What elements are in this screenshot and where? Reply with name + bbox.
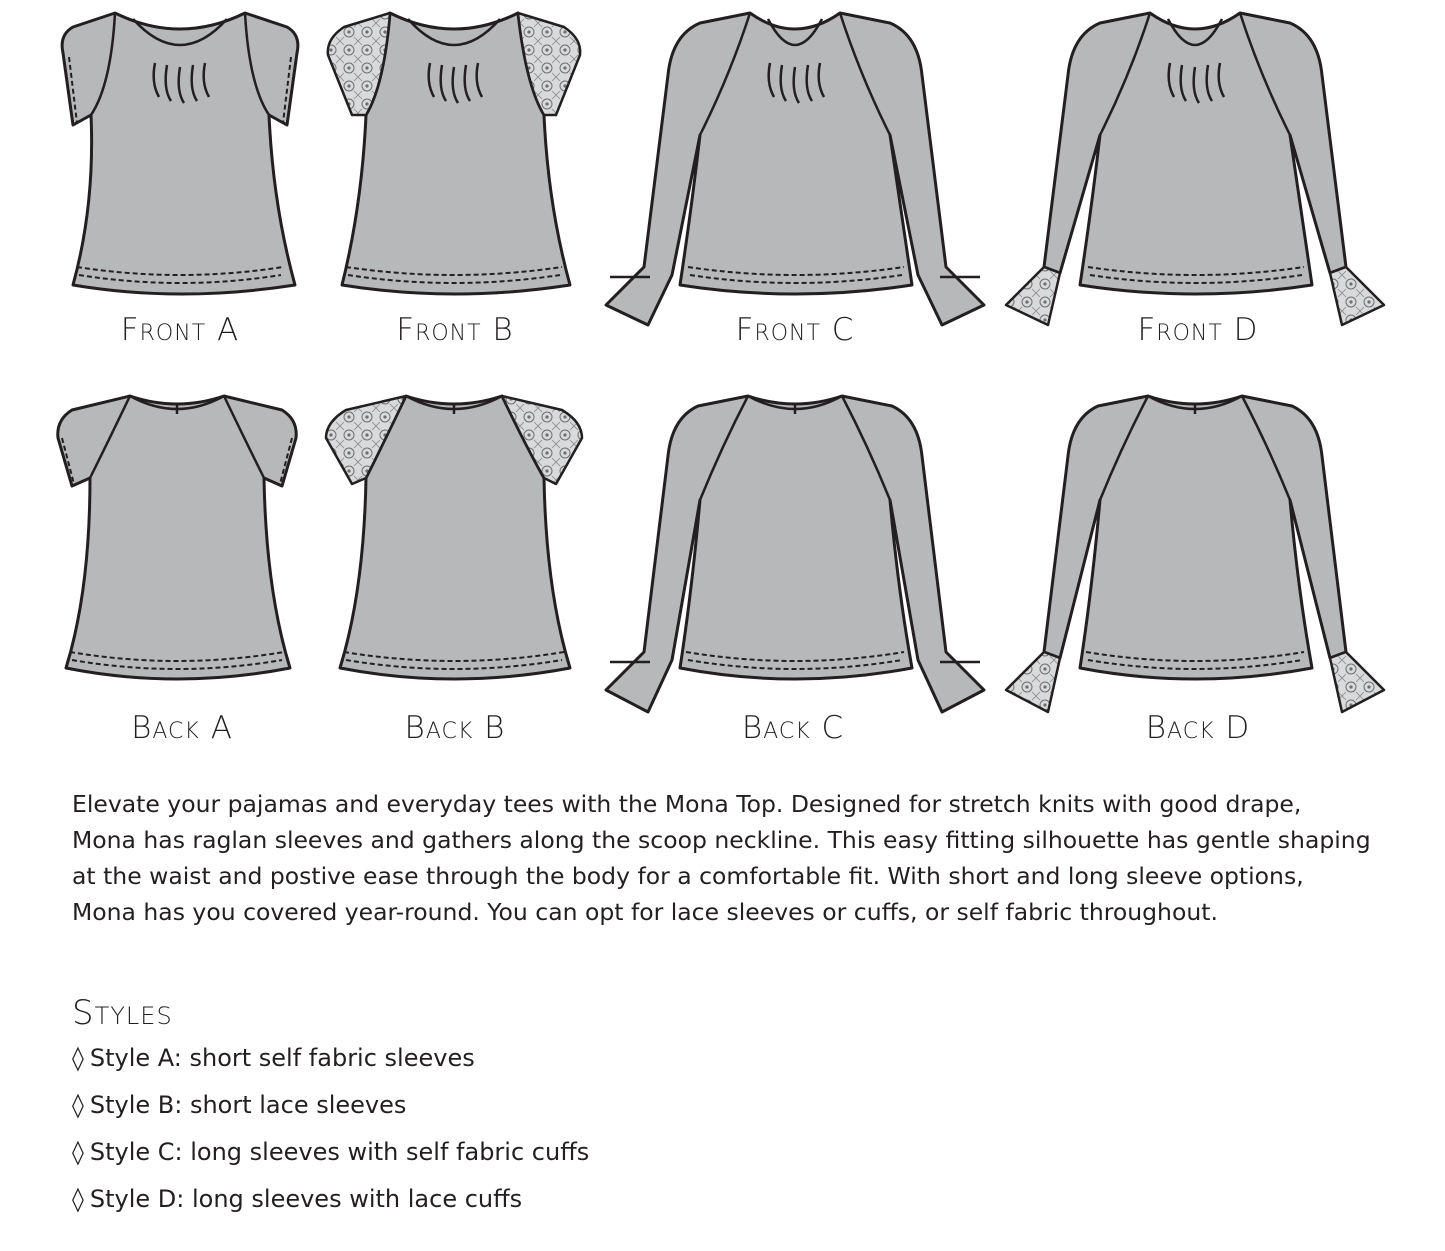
back-d-label: Back D — [1145, 710, 1251, 746]
back-c-drawing — [600, 390, 990, 720]
front-b-drawing — [322, 5, 587, 305]
description-line: Mona has raglan sleeves and gathers along the scoop neckline. This easy fitting silhouette has gentle shaping — [72, 826, 1371, 854]
front-d-label: Front D — [1137, 312, 1259, 348]
styles-list — [72, 1040, 589, 1228]
style-item — [72, 1040, 589, 1087]
style-item-text: Style B: short lace sleeves — [89, 1091, 407, 1119]
diamond-bullet-icon: ◊ — [72, 1138, 84, 1166]
back-b-drawing — [322, 390, 587, 700]
back-d-drawing — [1000, 390, 1390, 720]
styles-heading: Styles — [72, 993, 173, 1033]
style-item — [72, 1181, 589, 1228]
description-line: Elevate your pajamas and everyday tees with the Mona Top. Designed for stretch knits with good drape, — [72, 790, 1302, 818]
style-item-text: Style D: long sleeves with lace cuffs — [89, 1185, 523, 1213]
diamond-bullet-icon: ◊ — [72, 1044, 84, 1072]
style-item — [72, 1134, 589, 1181]
back-b-label: Back B — [404, 710, 506, 746]
description-line: at the waist and postive ease through the body for a comfortable fit. With short and long sleeve options, — [72, 862, 1304, 890]
style-item-text: Style C: long sleeves with self fabric cuffs — [89, 1138, 590, 1166]
back-a-label: Back A — [131, 710, 233, 746]
front-c-drawing — [600, 5, 990, 335]
back-a-drawing — [50, 390, 305, 700]
front-c-label: Front C — [735, 312, 855, 348]
style-item — [72, 1087, 589, 1134]
diamond-bullet-icon: ◊ — [72, 1091, 84, 1119]
front-a-drawing — [55, 5, 305, 305]
description-line: Mona has you covered year-round. You can opt for lace sleeves or cuffs, or self fabric throughout. — [72, 898, 1218, 926]
front-b-label: Front B — [396, 312, 514, 348]
diamond-bullet-icon: ◊ — [72, 1185, 84, 1213]
style-item-text: Style A: short self fabric sleeves — [89, 1044, 475, 1072]
front-d-drawing — [1000, 5, 1390, 335]
description — [72, 786, 1402, 930]
front-a-label: Front A — [120, 312, 240, 348]
back-c-label: Back C — [741, 710, 845, 746]
